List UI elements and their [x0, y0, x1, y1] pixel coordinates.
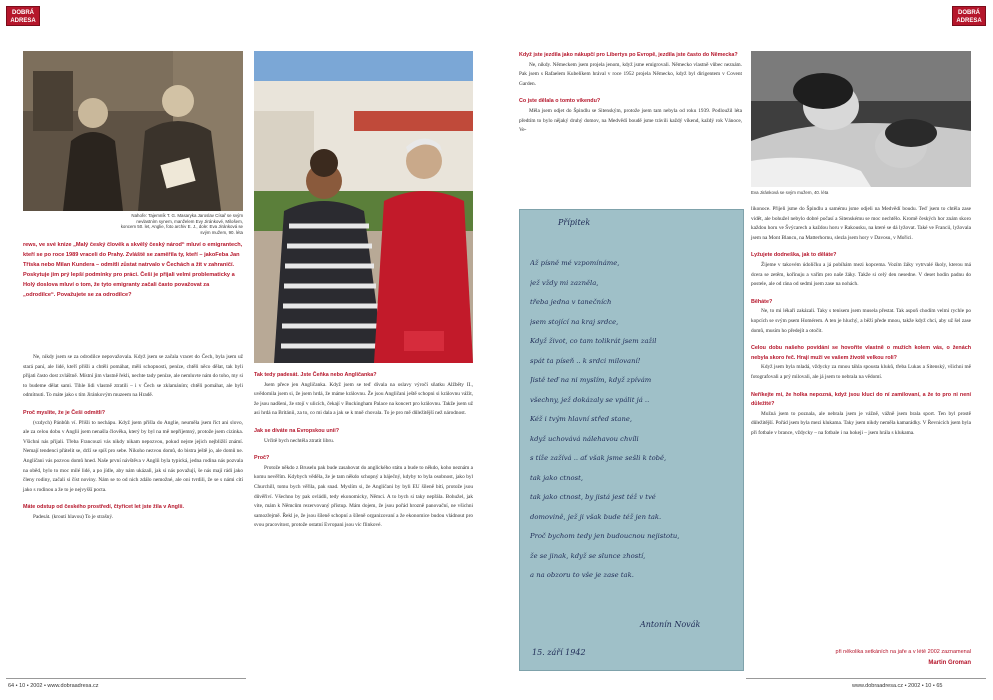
letter-line: všechny, jež dokázaly se vpálit já ..: [530, 395, 650, 404]
letter-line: spát ta píseň .. k srdci milovaní!: [530, 356, 641, 365]
signoff-note: při několika setkáních na jaře a v létě 2002 zaznamenal: [835, 649, 971, 655]
col2-question: Proč?: [254, 455, 270, 462]
letter-line: Když život, co tam tolikrát jsem zažil: [530, 337, 657, 345]
col4-paragraph: likonoce. Přijeli jsme do Špindlu a samému jsme odjeli na Medvědí boudu. Teď jsem to chtěla zase vidět, ale bohužel nebylo dobré počasí a Sitenskému se moc nechtělo. Kromě českých hor znám skoro každou horu ve Švýcarech a každou horu v Rakousku, na které se dá lyžovat. Také ve Francii, lyžovala jsem na Mont Blancu, na Matterhornu, slezla jsem hory v Davosu, v Mořici.: [751, 206, 971, 241]
footer-left: 64 • 10 • 2002 • www.dobraadresa.cz: [8, 683, 99, 689]
photo-two-men: [23, 51, 243, 211]
col2-paragraph: Protože někdo z Bruselu pak bude zasahovat do anglického státu a bude to někdo, koho neznám a komu nevěřím. Kdybych věděla, že je tam někdo schopný a báječný, kdyby to byla osobnost, jako byl Churchill, tomu bych věřila, pak snad. Myslím si, že Angličani by byli EU šíleně bití, protože jsou důvěřiví. Všechno by pak ovládli, tedy ekonomicky, Němci. A to bych si taky nepřála. Bohužel, jak vite, mám k Němcům rezervovaný přístup. Mám dojem, že jsou pořád hrozně panovační, ne všichni samozřejmě. Řekl je, že jsou šíleně schopní a šíleně organizovaní a že ekonomice budou vládnout pro svou pracovitost, protože ostatní Evropani jsou víc flinkové.: [254, 464, 473, 529]
footer-rule-right: [746, 678, 986, 679]
brand-badge-left: DOBRÁ ADRESA: [6, 6, 40, 26]
photo-couple: [254, 51, 473, 363]
column-2: [254, 371, 473, 531]
col4-question: Neříkejte mi, že holka nepozná, když jsou kluci do ní zamilovaní, a že to pro ni není důležité?: [751, 391, 971, 408]
col1-paragraph: Padesát. (kroutí hlavou) To je strašný.: [33, 513, 114, 520]
col3-paragraph: Ne, nikdy. Německem jsem projela jenom, když jsme emigrovali. Německo vlastně vůbec neznám. Pak jsem s Rafaelem Kubelíkem hrával v roce 1952 projela Německo, když byl dirigentem v Covent Garden.: [519, 61, 742, 87]
col4-question: Běháte?: [751, 298, 773, 305]
col4-question: Lyžujete dodneška, jak to děláte?: [751, 252, 837, 259]
letter-line: s tíže zažívá .. ať však jsme sešli k tobě,: [530, 454, 667, 462]
letter-line: když uchovává nálehavou chvíli: [530, 434, 639, 443]
letter-line: domovině, jež ji však bude též jen tak.: [530, 512, 662, 521]
column-1: [23, 353, 243, 523]
letter-line: jsem stojící na kraj srdce,: [530, 317, 619, 326]
col2-question: Jak se díváte na Evropskou unii?: [254, 427, 340, 434]
photo-couple-bw: [751, 51, 971, 187]
brand-badge-right: DOBRÁ ADRESA: [952, 6, 986, 26]
column-3: [519, 51, 742, 136]
col3-paragraph: Měla jsem odjet do Špindlu se Sitenským, protože jsem tam nebyla od roku 1939. Podloužil léta předtím to bylo nějaký druhý domov, na Medvědí boudě jsme trávili každý víkend, každý rok Vánoce, Ve-: [519, 107, 742, 134]
footer-right: www.dobraadresa.cz • 2002 • 10 • 65: [852, 683, 943, 689]
col2-paragraph: Určitě bych nechtěla ztratit libru.: [264, 437, 335, 444]
letter-date: 15. září 1942: [532, 648, 586, 657]
col1-paragraph: Ne, nikdy jsem se za odrodilce nepovažovala. Když jsem se začala vracet do Čech, byla jsem už stará paní, ale lidé, kteří přišli a chtěli pomáhat, měli schopnosti, peníze, chtěli něco dělat, tak byli přijati často dost zvláštně. Místní jim vlastně řekli, nechte tady peníze, ale nemluvte nám do toho, my si to budeme dělat sami. Tihle lidi vlastně ztratili – i v Čech se zklamáním; chtěli pomáhat, ale byli odmítnuti. To máte jako s tím Jiránkovým muzeem na Hradě.: [23, 354, 243, 399]
col4-paragraph: Když jsem byla mladá, vždycky za mnou táhla spousta kluků, třeba Lukas a Sitenský, všichni mě fotografovali a prý milovali, ale já jsem to nebrala na vědomí.: [751, 364, 971, 380]
col1-paragraph: (vzdych) Pánbůh ví. Přišli to nechápu. Když jsem přišla do Anglie, neuměla jsem říct ani slovo, ale za celou dobu v Anglii jsem nenašla člověka, který by byl na mě nepříjemný, protože jsem cizinka. Všichni nás přijali. Třeba Francouzi vás nikdy nikam nepozvou, pokud nejste jejich nejbližší známí. Nemají tendenci přátelit se, drží se spíš pro sebe. Nikoho nezvou domů, do bistra ještě jo, ale domů ne. Angličani vás pozvou domů hned. Naše první návštěva v Anglii byla typická, jedna rodina nás pozvala na oběd, bylo to moc milé lidé, a po jídle, aby nám ukázali, jak si nás považují, še nás mají rádi jako členy rodiny, začali si číst noviny. Nám se to od nich zdálo nemožné, ale oni tvrdili, že se s námi cítí jako s rodinou a že to je nejvyšší pocta.: [23, 419, 243, 493]
lead-paragraph: rews, ve své knize „Malý český člověk a skvělý český národ“ mluví o emigrantech, kteří se po roce 1989 vraceli do Prahy. Zvláště se zaměřila ty, kteří – jakoFeba Jan Tříska nebo Milan Kundera – odmítli zůstat natrvalo v Čechách a žít v zahraničí. Poskytuje jim prý lepší podmínky pro práci. Češi je přijali velmi problematicky a Holý doslova mluví o tom, že tyto emigranty začali často považovat za „odrodilce“. Považujete se za odrodilce?: [23, 242, 243, 298]
letter-signature: Antonín Novák: [640, 620, 701, 629]
letter-line: Kéž i tvým hlavní střed stane,: [530, 415, 632, 423]
col4-question: Celou dobu našeho povídání se hovoříte vlastně o mužích kolem vás, o ženách nebyla skoro řeč. Hrají muži ve vašem životě velkou roli?: [751, 345, 971, 361]
letter-title: Přípitek: [558, 218, 591, 227]
letter-line: jež vždy mi zazněla,: [530, 278, 599, 287]
photo-caption-1: Nahoře: Tajemník T. G. Masaryka Jaroslav Císař se svým nevlastním synem, manželem Evy Jiránkové, Milošem, koncem 50. let, Anglie, foto archiv E. J., dole: Eva Jiránková se svým mužem, 90. léta: [120, 213, 243, 235]
letter-line: tak jako ctnost, by jistá jest též v tvé: [530, 493, 656, 501]
col2-paragraph: Jsem přece jen Angličanka. Když jsem se teď dívala na oslavy výročí sňatku Alžběty II., uvědomila jsem si, že jsem hrdá, že máme královnu. Že jsou Angličani ještě schopni si královnu vážit, že jsou nadšeni, že stojí v ulicích, čekají v Buckingham Palace na koncert pro královnu. Takže jsem už asi hrdá na Británii, za to, co mi dala a jak se k mně chovala. To je pro mě důležitější než národnost.: [254, 381, 473, 417]
letter-body: [530, 254, 735, 586]
footer-rule-left: [6, 678, 246, 679]
letter-line: třeba jedna v tanečních: [530, 298, 612, 306]
col3-question: Když jste jezdila jako nákupčí pro Libertys po Evropě, jezdila jste často do Německa?: [519, 52, 738, 58]
column-4: [751, 205, 971, 438]
col1-question: Proč myslíte, že je Češi odmítli?: [23, 409, 106, 416]
col4-paragraph: Možná jsem to poznala, ale nebrala jsem je vážně, vážně jsem brala sport. Ten byl prostě důležitější. Pořád jsem byla mezi klukama. Taky jsem nikdy neměla kamarádky. V Řevnicích jsem byla při fotbale v brance, vždycky – na fotbale i na hokeji – jsem hrála s klukama.: [751, 410, 971, 436]
col4-paragraph: Žijeme v takovém údolíčku a já pobíhám mezi kopcema. Vozím žáky vytrvalé školy, kterou má dcera se zetěm, kořínuju a vařím pro naše žáky. Takže si celý den nesedne. V deset hodin padnu do postele, ale od rána od sedmi jsem zase na nohách.: [751, 261, 971, 288]
col4-paragraph: Ne, to mi lékaři zakázali. Taky s tenisem jsem musela přestat. Tak aspoň chodím velmi rychle po kopcích se svým psem Homérem. A ten je hluchý, a běží přede mnou, takže když chci, aby už šel zase domů, musím ho předejít a otočit.: [751, 308, 971, 334]
letter-line: a na obzoru to vše je zase tak.: [530, 571, 634, 579]
letter-line: že se jinak, když se slunce zhostí,: [530, 551, 646, 560]
letter-line: Jistě teď na ni myslím, když zpívám: [530, 376, 652, 384]
photo-caption-2: Eva Jiránková se svým mužem, 40. léta: [751, 190, 829, 195]
letter-line: Až písně mé vzpomínáme,: [530, 259, 620, 267]
col2-question: Tak tedy padesát. Jste Čeňka nebo Angličanka?: [254, 372, 377, 378]
letter-line: tak jako ctnost,: [530, 473, 583, 482]
col3-question: Co jste dělala o tomto víkendu?: [519, 98, 601, 105]
col1-question: Máte odstup od českého prostředí, čtyřicet let jste žila v Anglii.: [23, 504, 184, 511]
signoff-author: Martin Groman: [928, 660, 971, 666]
letter-line: Proč bychom tedy jen budoucnou nejistotu,: [530, 532, 680, 540]
handwritten-letter: [519, 209, 744, 671]
